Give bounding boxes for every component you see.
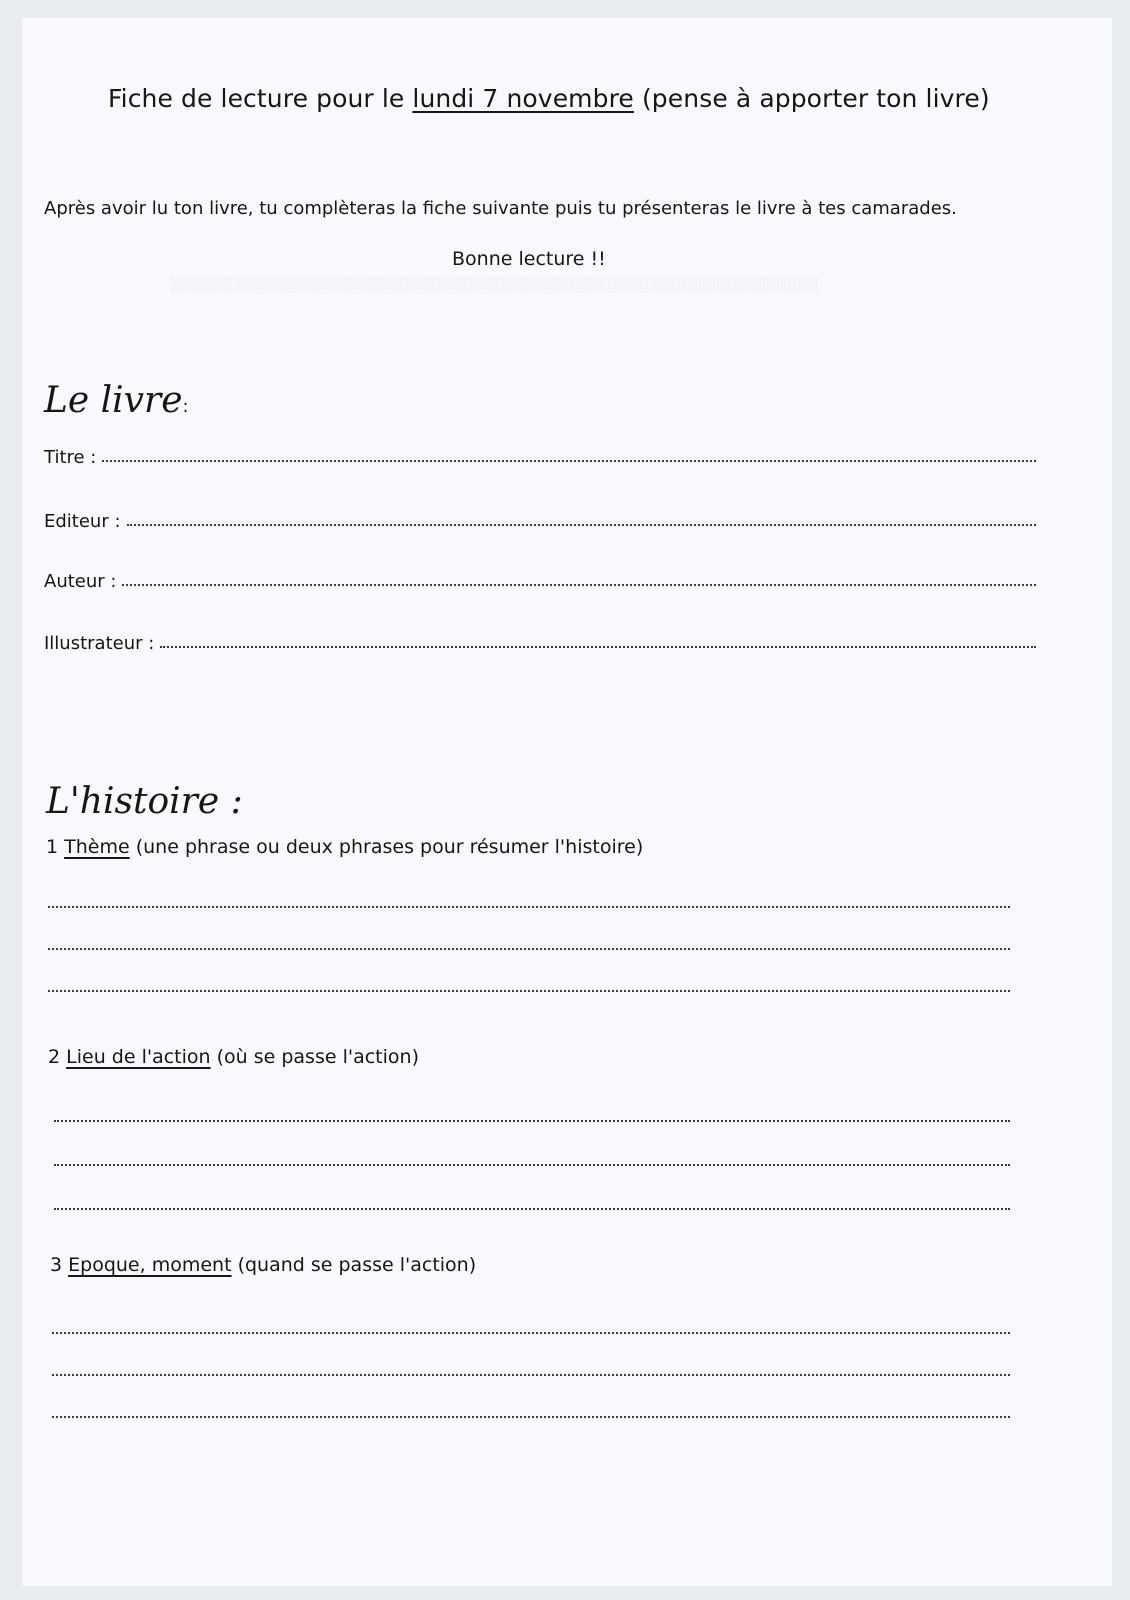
title-date: lundi 7 novembre <box>412 84 634 113</box>
answer-line[interactable] <box>54 1164 1010 1166</box>
answer-line[interactable] <box>48 990 1010 992</box>
question-lieu: 2 Lieu de l'action (où se passe l'action) <box>48 1046 419 1068</box>
bleed-through-text: ░░░░░░░░░░░░░░░░░░░░░░░░░░░░░░░░░░░░░░░░░░░░░░░░░░░░░░░░░░░░░ <box>170 276 819 293</box>
field-label-editeur: Editeur : <box>44 511 121 532</box>
question-label-epoque: Epoque, moment <box>68 1254 232 1276</box>
answer-line[interactable] <box>52 1374 1010 1376</box>
greeting-text: Bonne lecture !! <box>452 248 606 270</box>
answer-line[interactable] <box>54 1120 1010 1122</box>
answer-line[interactable] <box>48 906 1010 908</box>
question-label-lieu: Lieu de l'action <box>66 1046 211 1068</box>
instructions-text: Après avoir lu ton livre, tu complèteras la fiche suivante puis tu présenteras le livre à tes camarades. <box>44 198 957 219</box>
field-editeur[interactable] <box>44 504 1036 532</box>
section-heading-histoire: L'histoire : <box>46 781 243 822</box>
field-label-illustrateur: Illustrateur : <box>44 633 155 654</box>
question-label-theme: Thème <box>64 836 130 858</box>
fill-line[interactable] <box>102 460 1036 462</box>
field-illustrateur[interactable] <box>44 626 1036 654</box>
field-auteur[interactable] <box>44 564 1036 592</box>
page-title: Fiche de lecture pour le lundi 7 novembre (pense à apporter ton livre) <box>108 84 990 113</box>
field-label-auteur: Auteur : <box>44 571 117 592</box>
question-epoque: 3 Epoque, moment (quand se passe l'action) <box>50 1254 477 1276</box>
fill-line[interactable] <box>160 646 1036 648</box>
fill-line[interactable] <box>122 584 1036 586</box>
question-theme: 1 Thème (une phrase ou deux phrases pour résumer l'histoire) <box>46 836 644 858</box>
answer-line[interactable] <box>52 1416 1010 1418</box>
answer-line[interactable] <box>48 948 1010 950</box>
section-heading-livre: Le livre: <box>44 380 189 421</box>
answer-line[interactable] <box>52 1332 1010 1334</box>
field-label-titre: Titre : <box>44 447 97 468</box>
answer-line[interactable] <box>54 1208 1010 1210</box>
fill-line[interactable] <box>127 524 1036 526</box>
field-titre[interactable] <box>44 440 1036 468</box>
